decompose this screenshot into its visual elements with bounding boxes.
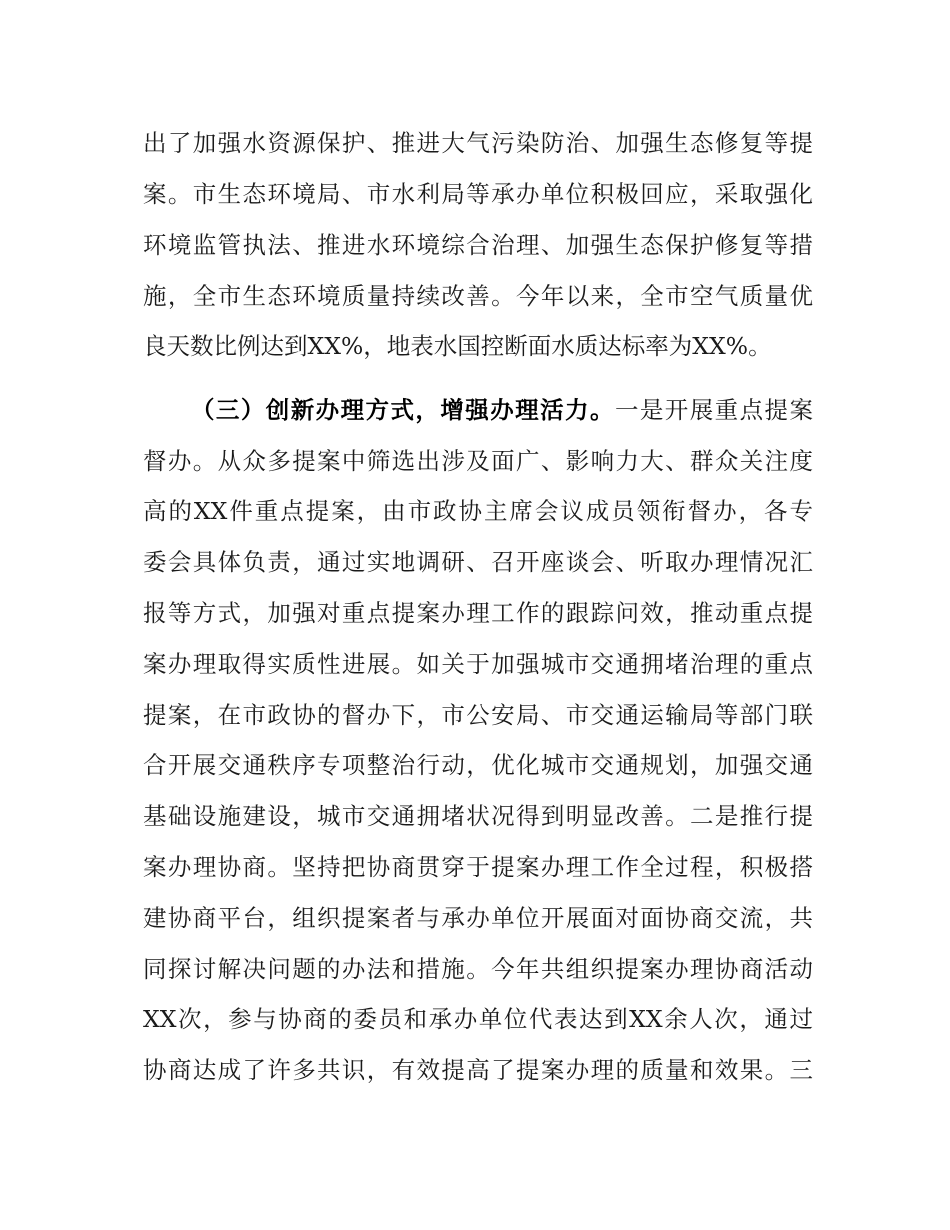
paragraph1-line-5: 良天数比例达到XX%，地表水国控断面水质达标率为XX%。 — [143, 332, 772, 360]
paragraph2-line-11: 建协商平台，组织提案者与承办单位开展面对面协商交流，共 — [143, 904, 813, 932]
paragraph2-line-6: 案办理取得实质性进展。如关于加强城市交通拥堵治理的重点 — [143, 650, 813, 678]
paragraph1-line-3: 环境监管执法、推进水环境综合治理、加强生态保护修复等措 — [143, 231, 813, 259]
paragraph2-line-12: 同探讨解决问题的办法和措施。今年共组织提案办理协商活动 — [143, 955, 813, 983]
paragraph2-line-5: 报等方式，加强对重点提案办理工作的跟踪问效，推动重点提 — [143, 599, 813, 627]
paragraph2-line-9: 基础设施建设，城市交通拥堵状况得到明显改善。二是推行提 — [143, 802, 813, 830]
paragraph2-line-1-rest: 一是开展重点提案 — [614, 396, 813, 424]
paragraph2-line-8: 合开展交通秩序专项整治行动，优化城市交通规划，加强交通 — [143, 751, 813, 779]
paragraph2-line-1 — [191, 393, 813, 427]
paragraph1-line-1: 出了加强水资源保护、推进大气污染防治、加强生态修复等提 — [143, 129, 813, 157]
paragraph2-line-13: XX次，参与协商的委员和承办单位代表达到XX余人次，通过 — [143, 1005, 813, 1033]
section-heading: （三）创新办理方式，增强办理活力。 — [191, 396, 615, 424]
paragraph2-line-10: 案办理协商。坚持把协商贯穿于提案办理工作全过程，积极搭 — [143, 853, 813, 881]
paragraph2-line-14: 协商达成了许多共识，有效提高了提案办理的质量和效果。三 — [143, 1056, 813, 1084]
paragraph1-line-4: 施，全市生态环境质量持续改善。今年以来，全市空气质量优 — [143, 282, 813, 310]
paragraph2-line-4: 委会具体负责，通过实地调研、召开座谈会、听取办理情况汇 — [143, 548, 813, 576]
paragraph2-line-2: 督办。从众多提案中筛选出涉及面广、影响力大、群众关注度 — [143, 447, 813, 475]
paragraph2-line-7: 提案，在市政协的督办下，市公安局、市交通运输局等部门联 — [143, 701, 813, 729]
paragraph2-line-3: 高的XX件重点提案，由市政协主席会议成员领衔督办，各专 — [143, 497, 813, 525]
paragraph1-line-2: 案。市生态环境局、市水利局等承办单位积极回应，采取强化 — [143, 180, 813, 208]
